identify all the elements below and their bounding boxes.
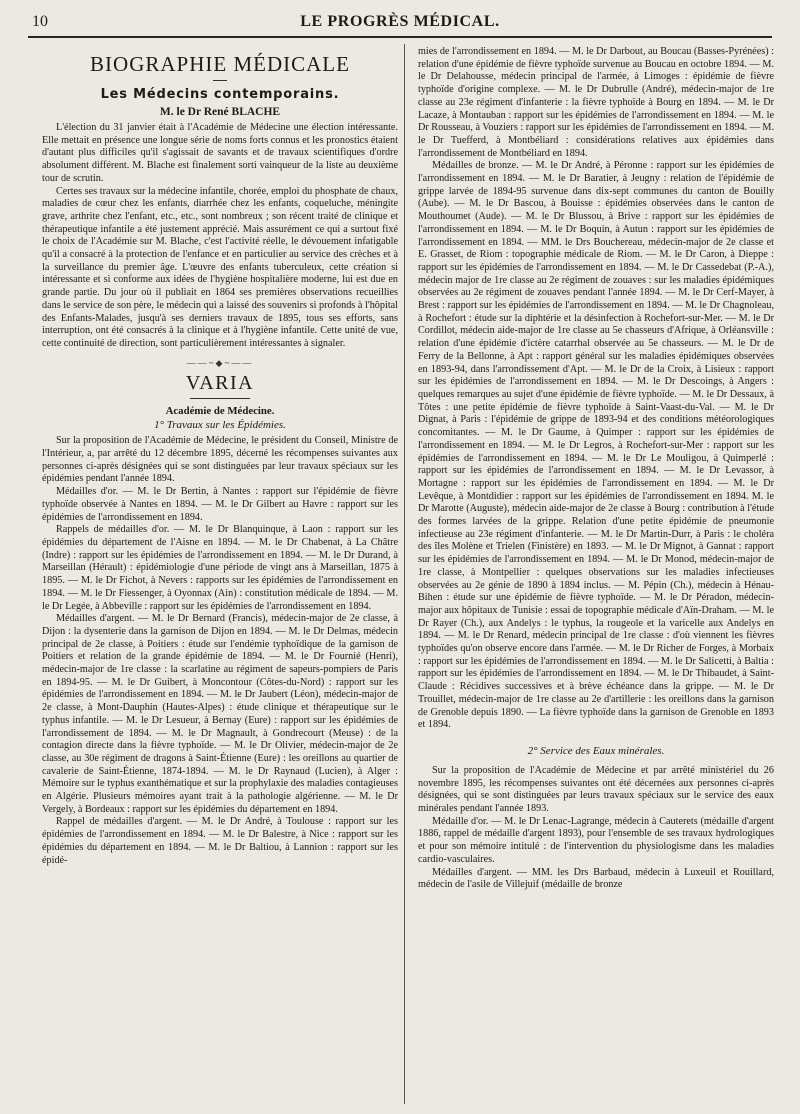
epidemies-subheading: 1° Travaux sur les Épidémies. [154, 419, 286, 432]
eaux-minerales-subheading: 2° Service des Eaux minérales. [527, 744, 665, 757]
eaux-paragraph-2: Médaille d'or. — M. le Dr Lenac-Lagrange, médecin à Cauterets (médaille d'argent 1886, rappel de médaille d'argent 1893), pour l'ensemble de ses travaux hydrologiques et pour son mémoire intitulé : de l'intervention du physiologisme dans les maladies cardio-vasculaires. [418, 815, 774, 865]
biography-person: M. le Dr René BLACHE [159, 106, 281, 118]
epidemies-paragraph-3: Rappels de médailles d'or. — M. le Dr Blanquinque, à Laon : rapport sur les épidémies du département de l'Aisne en 1894. — M. le Dr Chabenat, à La Châtre (Indre) : rapport sur les épidémies de l'arrondissement en 1894. — M. le Dr Durand, à Marseillan (Hérault) : épidémiologie d'une période de vingt ans à Marseillan, 1875 à 1895. — M. le Dr Fichot, à Nevers : rapports sur les épidémies de l'arrondissement en 1894. — M. le Dr Fiessenger, à Oyonnax (Ain) : constitution médicale de 1894. — M. le Dr Legée, à Abbeville : rapport sur les épidémies de l'arrondissement en 1894. [42, 524, 398, 612]
page-number: 10 [32, 13, 48, 30]
epidemies-paragraph-1: Sur la proposition de l'Académie de Médecine, le président du Conseil, Ministre de l'Intérieur, a, par arrêté du 12 décembre 1895, décerné les récompenses suivantes aux personnes ci-après désignées qui se sont distinguées par leur travaux spéciaux sur les épidémies pendant l'année 1894. [42, 435, 398, 485]
epidemies-paragraph-4: Médailles d'argent. — M. le Dr Bernard (Francis), médecin-major de 2e classe, à Dijon : la dysenterie dans la garnison de Dijon en 1894. — M. le Dr Delmas, médecin principal de 2e classe, à Poitiers : étude sur l'endémie typhoïdique de la garnison de Poitiers et relation de la grande épidémie de 1894. — M. le Dr Fournié (Henri), médecin-major de 1re classe : la scarlatine au régiment de sapeurs-pompiers de Paris en 1894-95. — M. le Dr Guibert, à Moncontour (Côtes-du-Nord) : rapport sur les épidémies de l'arrondissement en 1894. — M. le Dr Jaubert (Léon), médecin-major de 2e classe, à Mont-Dauphin (Hautes-Alpes) : étude clinique et thérapeutique sur le typhus infantile. — M. le Dr Lesueur, à Bernay (Eure) : rapport sur les épidémies de l'arrondissement de 1894. — M. le Dr Magnault, à Gondrecourt (Meuse) : de la contagion directe dans la fièvre typhoïde. — M. le Dr Olivier, médecin-major de 2e classe, au 30e régiment de dragons à Saint-Étienne (Eure) : les oreillons au quartier de cavalerie de Saint-Étienne, 1874-1894. — M. le Dr Raynaud (Lucien), à Alger : Mémoire sur le typhus exanthématique et sur la prophylaxie des maladies contagieuses en Algérie. Plusieurs mémoires ayant trait à la pathologie algérienne. — M. le Dr Vergely, à Bordeaux : rapport sur les épidémies du département en 1894. [42, 613, 398, 815]
column-divider [404, 44, 405, 1104]
academie-heading: Académie de Médecine. [165, 405, 275, 418]
biography-subtitle: Les Médecins contemporains. [100, 87, 340, 102]
section-ornament: ——~◆~—— [186, 357, 254, 368]
bronze-medals-paragraph: Médailles de bronze. — M. le Dr André, à Péronne : rapport sur les épidémies de l'arrondissement en 1894. — M. le Dr Baratier, à Jeugny : relation de l'épidémie de grippe larvée de 1894-95 survenue dans dix-sept communes du canton de Bouilly (Aube). — M. le Dr Bascou, à Bouisse : épidémies observées dans le canton de Mouthoumet (Aude). — M. le Dr Blussou, à Brive : rapport sur les épidémies de l'arrondissement en 1894. — M. le Dr Boquin, à Autun : rapport sur les épidémies de l'arrondissement en 1894. — MM. le Drs Bouchereau, médecin-major de 2e classe et E. Grasset, de Riom : topographie médicale de Riom. — M. le Dr Caron, à Dieppe : rapport sur les épidémies de l'arrondissement en 1894. — M. le Dr Cassedebat (P.-A.), médecin major de 1re classe au 2e régiment de zouaves : sur les maladies épidémiques observées au 2e régiment de zouaves pendant l'année 1894. — M. le Dr Cerf-Mayer, à Brest : rapport sur les épidémies de l'arrondissement en 1894. — M. le Dr Chagnoleau, à Rochefort : étude sur la diphtérie et la désinfection à Rochefort-sur-Mer. — M. le Dr Cordillot, médecin aide-major de 1re classe au 5e chasseurs d'Afrique, à Orléansville : relation d'une épidémie d'ictère catarrhal observée au 5e chasseurs. — M. le Dr de Ferry de la Bellonne, à Apt : rapport général sur les maladies épidémiques observées en 1893-94, dans l'arrondissement d'Apt. — M. le Dr de la Croix, à Lisieux : rapport sur les épidémies de l'arrondissement en 1894. — M. le Dr Descoings, à Angers : quelques remarques au sujet d'une épidémie de fièvre typhoïde. — M. le Dr Dessaux, à Tôtes : une petite épidémie de fièvre typhoïde à Saint-Vaast-du-Val. — M. le Dr Dignat, à Paris : l'épidémie de grippe de 1893-94 et des conditions météorologiques concomitantes. — M. le Dr Gaume, à Quimper : rapport sur les épidémies de l'arrondissement en 1894. — M. le Dr Legros, à Rochefort-sur-Mer : rapport sur les épidémies de l'arrondissement en 1894. — M. le Dr Le Mouligou, à Quimperlé : rapport sur les épidémies de l'arrondissement en 1894. — M. le Dr Levassor, à Mortagne : rapport sur les épidémies de l'arrondissement en 1894. — M. le Dr Levêque, à Montdidier : rapport sur les épidémies de l'arrondissement en 1894. M. le Dr Marotte (Auguste), médecin aide-major de 2e classe à Bourg : contribution à l'étude des formes larvées de la grippe. Relation d'une petite épidémie de pneumonie infectieuse au 23e régiment d'infanterie. — M. le Dr Martin-Durr, à Paris : le choléra des îles Molène et Trielen (Finistère) en 1893. — M. le Dr Mignot, à Gannat : rapport sur les épidémies de l'arrondissement en 1894. — M. le Dr Monod, médecin-major de 1re classe, à Montpellier : quelques observations sur les maladies infectieuses observées au 2e génie de 1890 à 1894 inclus. — M. Pépin (Ch.), médecin à Hénau-Bihen : étude sur une épidémie de fièvre typhoïde. — M. le Dr Péradon, médecin-major aux hôpitaux de Tunisie : essai de topographie médicale d'Aïn-Draham. — M. le Dr Rayer (Ch.), aux Andelys : le typhus, la rougeole et la varicelle aux Andelys en 1894. — M. le Dr Renard, médecin principal de 1re classe : d'où viennent les fièvres typhoïdes qu'on observe encore dans l'armée. — M. le Dr Richer de Forges, à Morbaix : rapport sur les épidémies de l'arrondissement en 1894. — M. le Dr Salicetti, à Baltia : rapport sur les épidémies de l'arrondissement en 1894. — M. le Dr Thibaudet, à Saint-Claude : Récidives successives et à brève échéance dans la grippe. — M. le Dr Trouillet, médecin-major de 1re classe au 2e d'artillerie : les oreillons dans la garnison de Grenoble depuis 1890. — La fièvre typhoïde dans la garnison de Grenoble en 1893 et 1894. [418, 160, 774, 731]
eaux-paragraph-3: Médailles d'argent. — MM. les Drs Barbaud, médecin à Luxeuil et Rouillard, médecin de l'asile de Villejuif (médaille de bronze [418, 866, 774, 891]
left-column [42, 46, 398, 867]
biography-paragraph-2: Certes ses travaux sur la médecine infantile, chorée, emploi du phosphate de chaux, maladies de cœur chez les enfants, diarrhée chez les enfants, coqueluche, méningite grave, arthrite chez l'enfant, etc., etc., sont nombreux ; son récent traité de clinique et thérapeutique infantile a été justement apprécié. Mais assurément ce qui a surtout fixé le choix de l'Académie sur M. Blache, c'est l'activité réelle, le dévouement infatigable qu'il a consacré à la protection de l'enfance et en particulier au service des crèches et à la surveillance du premier âge. L'œuvre des enfants tuberculeux, cette création si intéressante et si conforme aux idées de l'hygiène hospitalière moderne, lui est due en grande partie. Du jour où il publiait en 1864 ses premières observations recueillies dans le service de son père, le médecin qui a laissé des souvenirs si profonds à l'hôpital des Enfants-Malades, jusqu'à ses derniers travaux de 1895, tous ses efforts, sans interruption, ont été consacrés à la clinique et à l'hygiène infantile. Cette unité de vue, cette continuité de direction, sont particulièrement intéressantes à signaler. [42, 185, 398, 349]
epidemies-paragraph-2: Médailles d'or. — M. le Dr Bertin, à Nantes : rapport sur l'épidémie de fièvre typhoïde observée à Nantes en 1894. — M. le Dr Gilbert au Havre : rapport sur les épidémies de l'arrondissement en 1894. [42, 486, 398, 523]
eaux-paragraph-1: Sur la proposition de l'Académie de Médecine et par arrêté ministériel du 26 novembre 1895, les récompenses suivantes ont été décernées aux personnes ci-après désignées, qui se sont distinguées par leurs travaux spéciaux sur le service des eaux minérales pendant l'année 1893. [418, 764, 774, 815]
epidemies-paragraph-5: Rappel de médailles d'argent. — M. le Dr André, à Toulouse : rapport sur les épidémies de l'arrondissement en 1894. — M. le Dr Balestre, à Nice : rapport sur les épidémies du département en 1894. — M. le Dr Baltiou, à Lannion : rapport sur les épidé- [42, 816, 398, 866]
journal-title: LE PROGRÈS MÉDICAL. [300, 13, 500, 30]
biography-paragraph-1: L'élection du 31 janvier était à l'Académie de Médecine une élection intéressante. Elle mettait en présence une longue série de noms forts connus et les pronostics étaient d'autant plus difficiles qu'il s'agissait de savants et de travaux scientifiques d'ordre absolument différent. M. Blache est finalement sorti vainqueur de la liste au deuxième tour de scrutin. [42, 122, 398, 184]
right-paragraph-continued: mies de l'arrondissement en 1894. — M. le Dr Darbout, au Boucau (Basses-Pyrénées) : relation d'une épidémie de fièvre typhoïde survenue au Boucau en octobre 1894. — M. le Dr Delahousse, médecin principal de l'armée, à Limoges : épidémie de fièvre typhoïde d'origine complexe. — M. le Dr Dubrulle (André), médecin-major de 1re classe au 23e régiment d'infanterie : la fièvre typhoïde à Bourg en 1894. — M. le Dr Lacaze, à Montauban : rapport sur les épidémies de l'arrondissement en 1894. — M. le Dr Rousseau, à Vouziers : rapport sur les épidémies de l'arrondissement en 1894. — M. le Dr Tuefferd, à Montbéliard : considérations relatives aux épidémies dans l'arrondissement de Montbéliard en 1894. [418, 46, 774, 159]
page-header [28, 11, 772, 33]
right-column [418, 46, 774, 892]
varia-rule [190, 398, 250, 399]
header-rule [28, 36, 772, 38]
title-dash [213, 80, 227, 81]
biography-title: BIOGRAPHIE MÉDICALE [90, 52, 350, 76]
varia-title: VARIA [185, 372, 255, 395]
